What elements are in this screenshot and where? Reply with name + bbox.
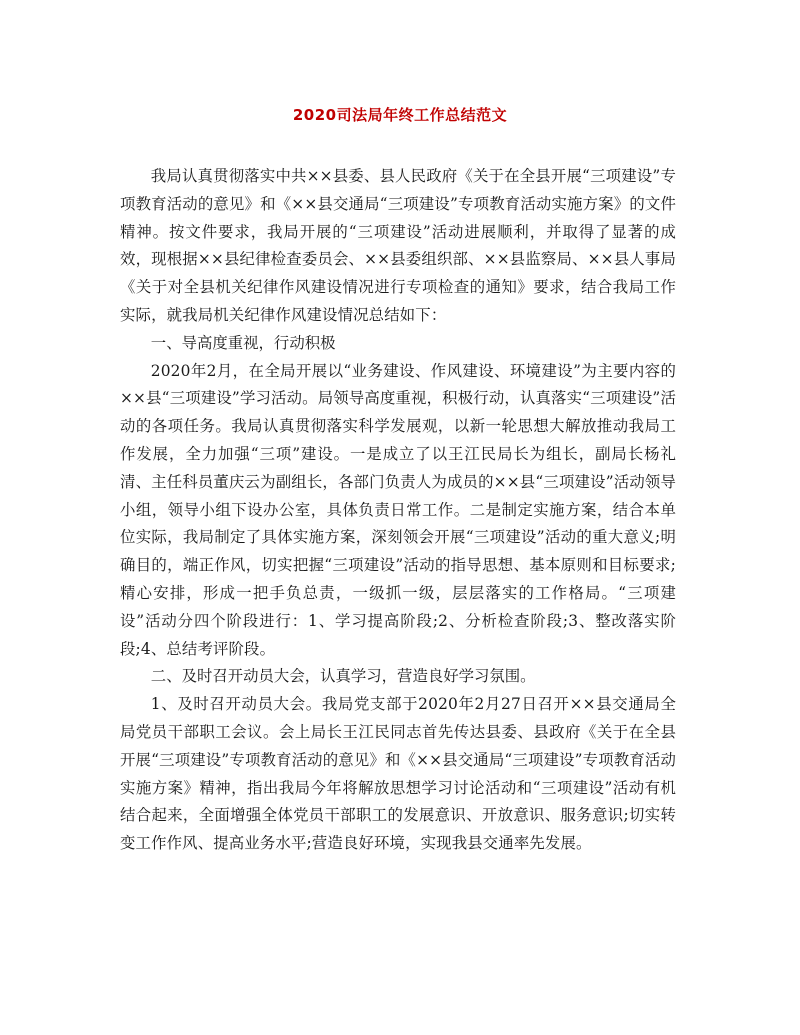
section-heading-2: 二、及时召开动员大会，认真学习，营造良好学习氛围。	[150, 667, 536, 686]
section-heading-1: 一、导高度重视，行动积极	[150, 333, 336, 352]
document-title: 2020司法局年终工作总结范文	[292, 106, 508, 124]
paragraph-section-2: 1、及时召开动员大会。我局党支部于2020年2月27日召开××县交通局全局党员干部职工会议。会上局长王江民同志首先传达县委、县政府《关于在全县开展“三项建设”专项教育活动的意见》和《××县交通局“三项建设”专项教育活动实施方案》精神，指出我局今年将解放思想学习讨论活动和“三项建设”活动有机结合起来，全面增强全体党员干部职工的发展意识、开放意识、服务意识;切实转变工作作风、提高业务水平;营造良好环境，实现我县交通率先发展。	[120, 695, 676, 853]
document-body	[120, 163, 676, 858]
paragraph-intro: 我局认真贯彻落实中共××县委、县人民政府《关于在全县开展“三项建设”专项教育活动的意见》和《××县交通局“三项建设”专项教育活动实施方案》的文件精神。按文件要求，我局开展的“三项建设”活动进展顺利，并取得了显著的成效，现根据××县纪律检查委员会、××县委组织部、××县监察局、××县人事局《关于对全县机关纪律作风建设情况进行专项检查的通知》要求，结合我局工作实际，就我局机关纪律作风建设情况总结如下：	[120, 167, 676, 324]
paragraph-section-1: 2020年2月，在全局开展以“业务建设、作风建设、环境建设”为主要内容的××县“三项建设”学习活动。局领导高度重视，积极行动，认真落实“三项建设”活动的各项任务。我局认真贯彻落实科学发展观，以新一轮思想大解放推动我局工作发展，全力加强“三项”建设。一是成立了以王江民局长为组长，副局长杨礼清、主任科员董庆云为副组长，各部门负责人为成员的××县“三项建设”活动领导小组，领导小组下设办公室，具体负责日常工作。二是制定实施方案，结合本单位实际，我局制定了具体实施方案，深刻领会开展“三项建设”活动的重大意义;明确目的，端正作风，切实把握“三项建设”活动的指导思想、基本原则和目标要求;精心安排，形成一把手负总责，一级抓一级，层层落实的工作格局。“三项建设”活动分四个阶段进行：1、学习提高阶段;2、分析检查阶段;3、整改落实阶段;4、总结考评阶段。	[120, 361, 676, 658]
